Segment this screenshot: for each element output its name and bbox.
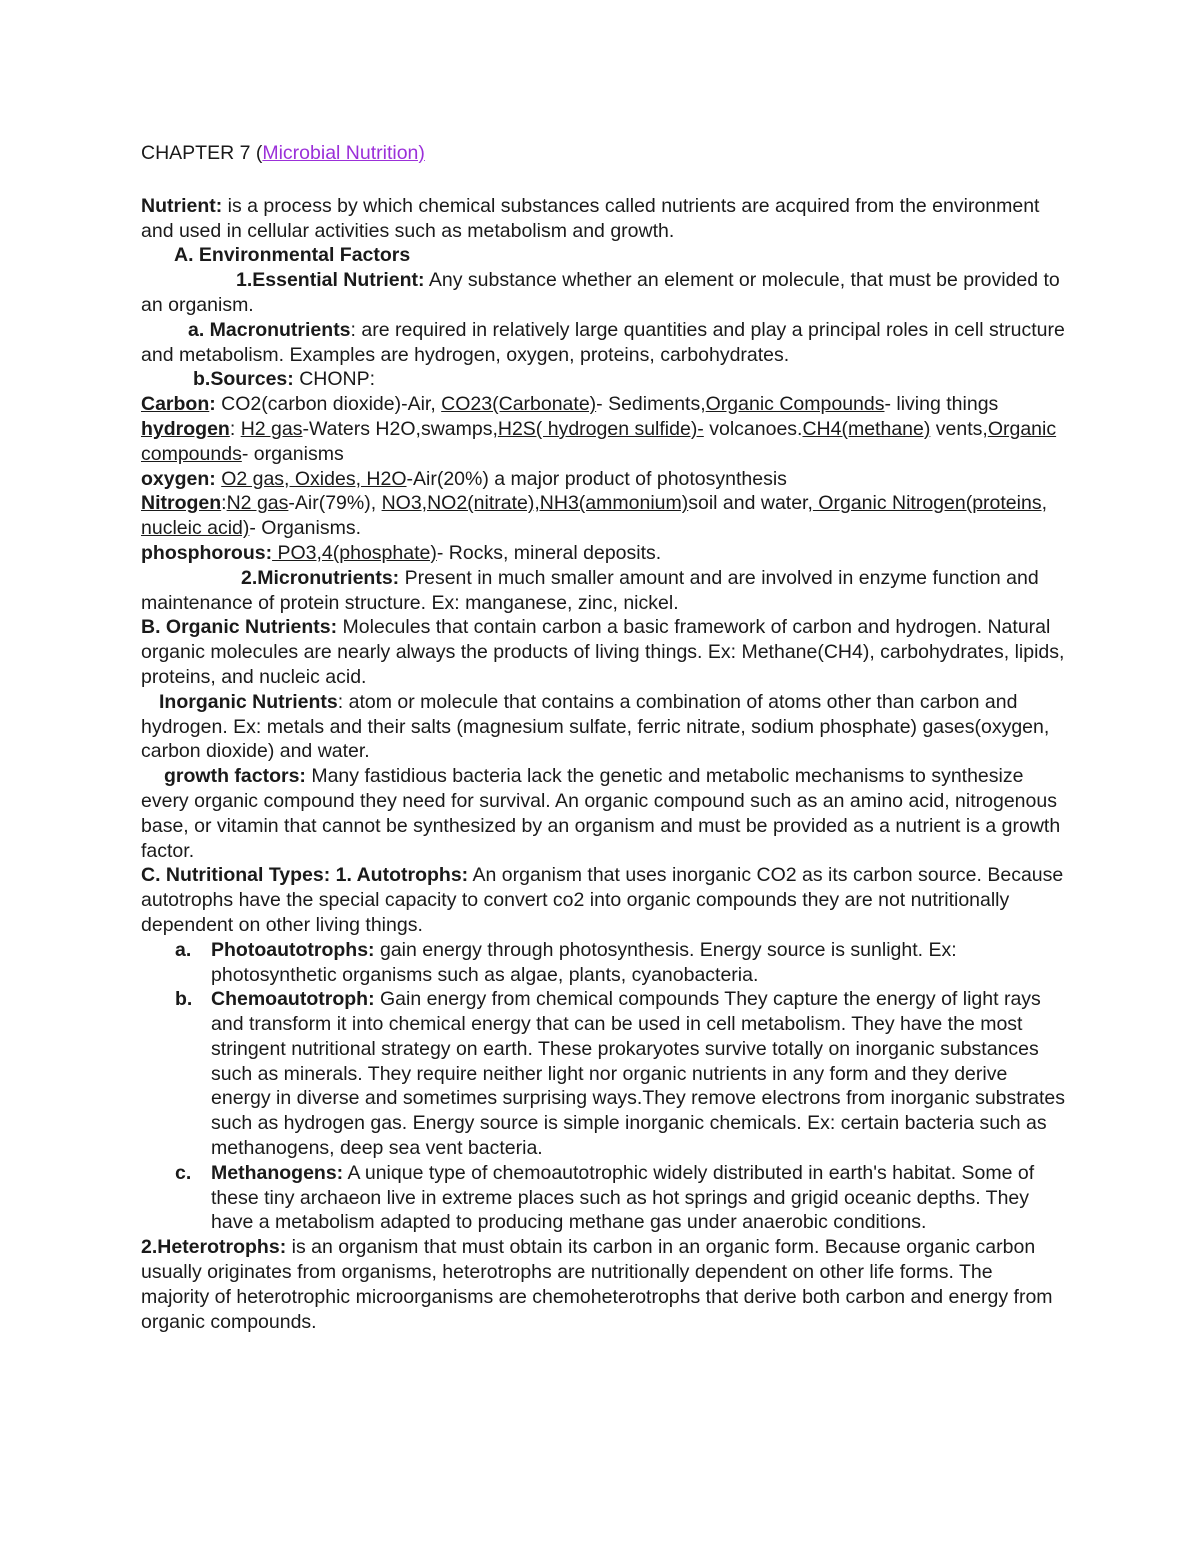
- nutrient-definition: [141, 194, 1066, 244]
- text-run: -Waters H2O,swamps,: [302, 417, 498, 440]
- growth-factors: [141, 764, 1066, 863]
- nutritional-types: [141, 863, 1066, 937]
- section-a-heading: [141, 243, 1066, 268]
- text-run: vents,: [930, 417, 988, 440]
- phosphorous-sources: [141, 541, 1066, 566]
- list-marker: a.: [175, 938, 192, 961]
- text-run: - Sediments,: [596, 393, 706, 416]
- chapter-subject-link[interactable]: Microbial Nutrition): [262, 142, 425, 164]
- autotroph-list: [141, 938, 1066, 1236]
- term-label: Photoautotrophs:: [211, 938, 375, 961]
- list-marker: c.: [175, 1161, 192, 1184]
- term-text: A unique type of chemoautotrophic widely distributed in earth's habitat. Some of these tiny archaeon live in extreme places such as hot springs and grigid oceanic depths. They have a metabolism adapted to producing methane gas under anaerobic conditions.: [211, 1161, 1035, 1234]
- text-run: - organisms: [241, 442, 344, 465]
- underlined-run: H2S( hydrogen sulfide)-: [497, 417, 704, 440]
- text-run: CO2(carbon dioxide)-Air,: [215, 393, 442, 416]
- underlined-run: N2 gas: [226, 492, 289, 515]
- term-text: Any substance whether an element or molecule, that must be provided to an organism.: [141, 269, 1060, 316]
- underlined-run: CO23(Carbonate): [441, 393, 597, 416]
- term-label: 2.Micronutrients:: [241, 566, 400, 589]
- micronutrients: [141, 566, 1066, 616]
- macronutrients: [141, 318, 1066, 368]
- chapter-heading: CHAPTER 7 (: [141, 142, 263, 164]
- underlined-run: PO3,4(phosphate): [272, 541, 437, 564]
- term-label: a. Macronutrients: [188, 318, 351, 341]
- term-label: C. Nutritional Types: 1. Autotrophs:: [141, 864, 469, 887]
- term-text: Molecules that contain carbon a basic framework of carbon and hydrogen. Natural organic molecules are nearly always the products of living things. Ex: Methane(CH4), carbohydrates, lipids, proteins, and nucleic acid.: [141, 616, 1065, 688]
- text-run: - Organisms.: [249, 517, 361, 540]
- underlined-run: Organic Compounds: [705, 393, 885, 416]
- hydrogen-sources: [141, 417, 1066, 467]
- spacer: [141, 166, 1066, 194]
- inorganic-nutrients: [141, 690, 1066, 764]
- text-run: soil and water,: [688, 492, 813, 515]
- term-label: hydrogen: [141, 417, 230, 440]
- term-label: Chemoautotroph:: [211, 988, 375, 1011]
- term-text: CHONP:: [293, 368, 376, 391]
- underlined-run: H2 gas: [240, 417, 303, 440]
- term-label: phosphorous:: [141, 541, 273, 564]
- list-item-methanogens: [141, 1161, 1066, 1235]
- sources: [141, 367, 1066, 392]
- chapter-title: [141, 141, 1066, 166]
- text-run: - living things: [884, 393, 999, 416]
- underlined-run: Organic compounds: [141, 417, 1057, 465]
- organic-nutrients: [141, 615, 1066, 689]
- term-text: : are required in relatively large quantities and play a principal roles in cell structure and metabolism. Examples are hydrogen, oxygen, proteins, carbohydrates.: [141, 318, 1065, 366]
- term-label: Carbon: [141, 393, 210, 416]
- term-text: Many fastidious bacteria lack the genetic and metabolic mechanisms to synthesize every organic compound they need for survival. An organic compound such as an amino acid, nitrogenous base, or vitamin that cannot be synthesized by an organism and must be provided as a nutrient is a growth factor.: [141, 765, 1061, 862]
- term-text: Gain energy from chemical compounds They capture the energy of light rays and transform it into chemical energy that can be used in cell metabolism. They have the most stringent nutritional strategy on earth. These prokaryotes survive totally on inorganic substances such as minerals. They require neither light nor organic nutrients in any form and they derive energy in diverse and sometimes surprising ways.They remove electrons from inorganic substrates such as hydrogen gas. Energy source is simple inorganic chemicals. Ex: certain bacteria such as methanogens, deep sea vent bacteria.: [211, 988, 1066, 1160]
- term-label: oxygen:: [141, 467, 216, 490]
- term-text: : atom or molecule that contains a combination of atoms other than carbon and hydrogen. Ex: metals and their salts (magnesium sulfate, ferric nitrate, sodium phosphate) gases(oxygen, carbon dioxide) and water.: [141, 690, 1050, 763]
- term-label: Inorganic Nutrients: [159, 690, 338, 713]
- underlined-run: Organic Nitrogen(proteins, nucleic acid): [141, 492, 1047, 540]
- essential-nutrient: [141, 268, 1066, 318]
- text-run: -Air(79%),: [288, 492, 382, 515]
- carbon-sources: [141, 392, 1066, 417]
- list-item-photoautotrophs: [141, 938, 1066, 988]
- underlined-run: O2 gas, Oxides, H2O: [221, 467, 407, 490]
- list-item-chemoautotroph: [141, 987, 1066, 1161]
- text-run: :: [229, 417, 241, 440]
- term-label: Nitrogen: [141, 492, 222, 515]
- term-text: Present in much smaller amount and are involved in enzyme function and maintenance of protein structure. Ex: manganese, zinc, nickel.: [141, 566, 1039, 614]
- text-run: :: [221, 492, 227, 515]
- term-label: 2.Heterotrophs:: [141, 1236, 287, 1259]
- term-label: Nutrient:: [141, 194, 223, 217]
- term-colon: :: [209, 393, 216, 416]
- underlined-run: CH4(methane): [802, 417, 931, 440]
- term-label: growth factors:: [164, 765, 306, 788]
- heterotrophs: [141, 1235, 1066, 1334]
- term-label: Methanogens:: [211, 1161, 344, 1184]
- underlined-run: NO3,NO2(nitrate),NH3(ammonium): [381, 492, 689, 515]
- term-text: An organism that uses inorganic CO2 as its carbon source. Because autotrophs have the special capacity to convert co2 into organic compounds they are not nutritionally dependent on other living things.: [141, 864, 1064, 936]
- heading-label: A. Environmental Factors: [174, 244, 411, 267]
- nitrogen-sources: [141, 491, 1066, 541]
- term-label: 1.Essential Nutrient:: [236, 269, 425, 292]
- term-label: b.Sources:: [193, 368, 294, 391]
- text-run: - Rocks, mineral deposits.: [436, 541, 662, 564]
- text-run: -Air(20%) a major product of photosynthesis: [406, 467, 787, 490]
- list-marker: b.: [175, 988, 193, 1011]
- term-label: B. Organic Nutrients:: [141, 616, 338, 639]
- term-text: is a process by which chemical substances called nutrients are acquired from the environment and used in cellular activities such as metabolism and growth.: [141, 194, 1040, 242]
- oxygen-sources: [141, 467, 1066, 492]
- document-body: [141, 141, 1066, 1334]
- term-text: is an organism that must obtain its carbon in an organic form. Because organic carbon usually originates from organisms, heterotrophs are nutritionally dependent on other life forms. The majority of heterotrophic microorganisms are chemoheterotrophs that derive both carbon and energy from organic compounds.: [141, 1236, 1053, 1333]
- text-run: volcanoes.: [703, 417, 803, 440]
- term-text: gain energy through photosynthesis. Energy source is sunlight. Ex: photosynthetic organisms such as algae, plants, cyanobacteria.: [211, 938, 957, 986]
